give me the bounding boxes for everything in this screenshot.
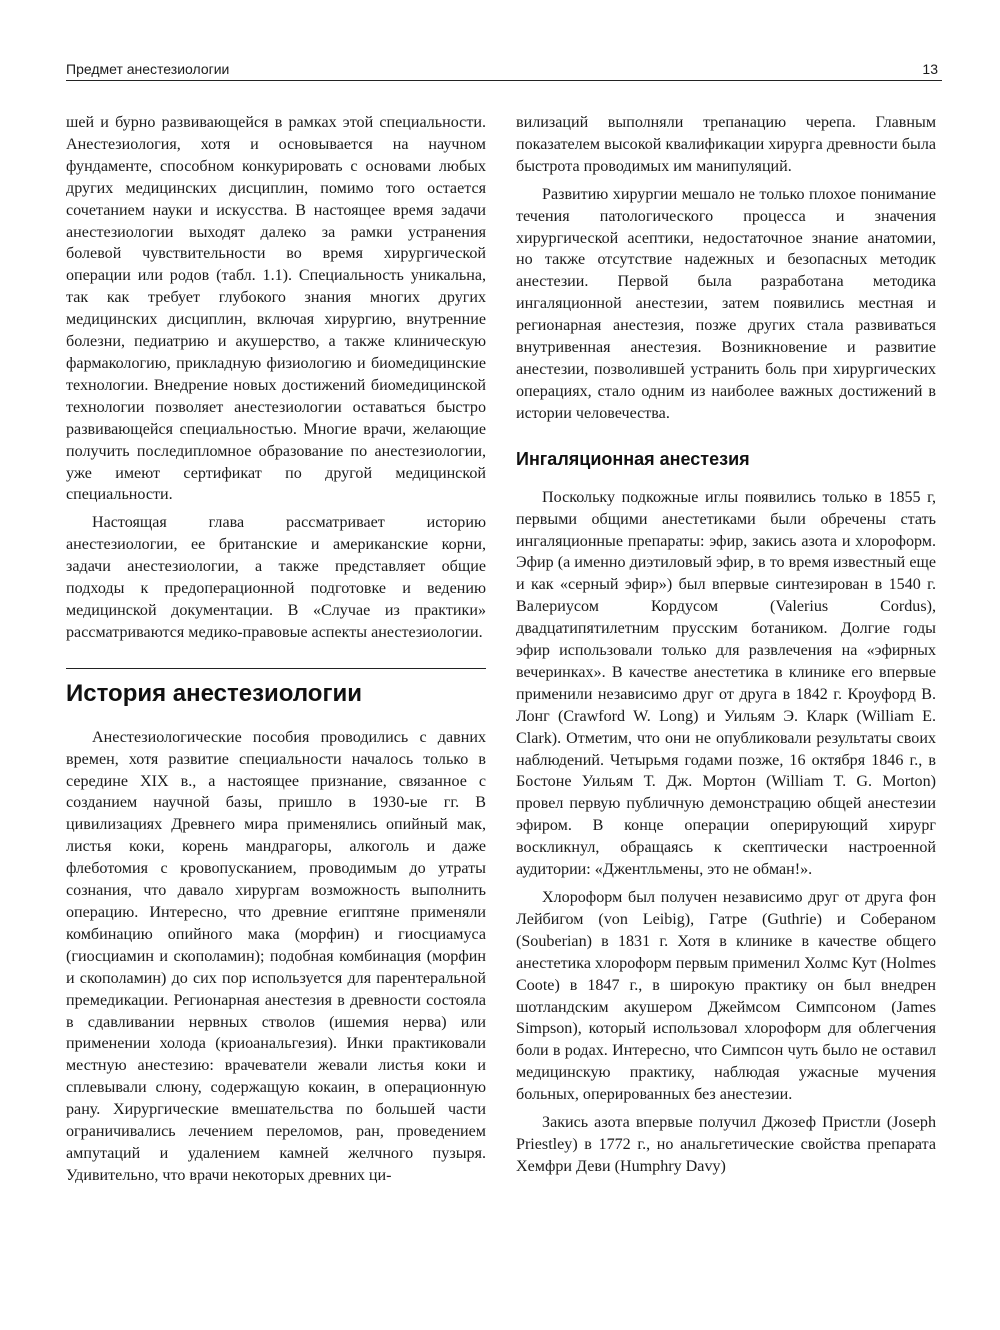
left-column	[66, 112, 486, 1193]
paragraph: Поскольку подкожные иглы появились только в 1855 г, первыми общими анестетиками были обречены стать ингаляционные препараты: эфир, закись азота и хлороформ. Эфир (а именно диэтиловый эфир, в то время известный еще и как «серный эфир») был впервые синтезирован в 1540 г. Валериусом Кордусом (Valerius Cordus), двадцатипятилетним прусским ботаником. Долгие годы эфир использовали только для развлечения на «эфирных вечеринках». В качестве анестетика в клинике его впервые применили независимо друг от друга в 1842 г. Кроуфорд В. Лонг (Crawford W. Long) и Уильям Э. Кларк (William E. Clark). Отметим, что они не опубликовали результаты своих наблюдений. Четырьмя годами позже, 16 октября 1846 г., в Бостоне Уильям Т. Дж. Мортон (William T. G. Morton) провел первую публичную демонстрацию общей анестезии эфиром. В конце операции оперирующий хирург воскликнул, обращаясь к скептически настроенной аудитории: «Джентльмены, это не обман!».	[516, 488, 936, 879]
paragraph: Анестезиологические пособия проводились с давних времен, хотя развитие специальности началось только в середине XIX в., а настоящее признание, связанное с созданием научной базы, пришло в 1930-ые гг. В цивилизациях Древнего мира применялись опийный мак, листья коки, корень мандрагоры, алкоголь и даже флеботомия с кровопусканием, проводимым до утраты сознания, что давало хирургам возможность выполнить операцию. Интересно, что древние египтяне применяли комбинацию опийного мака (морфин) и гиосциамуса (гиосциамин и скополамин); подобная комбинация (морфин и скополамин) до сих пор используется для парентеральной премедикации. Регионарная анестезия в древности состояла в сдавливании нервных стволов (ишемия нерва) или применении холода (криоанальгезия). Инки практиковали местную анестезию: врачеватели жевали листья коки и сплевывали слюну, содержащую кокаин, в операционную рану. Хирургические вмешательства по большей части ограничивались лечением переломов, ран, проведением ампутаций и удалением камней желчного пузыря. Удивительно, что врачи некоторых древних ци-	[66, 728, 486, 1184]
right-column	[516, 112, 936, 1184]
section-heading: История анестезиологии	[66, 679, 362, 707]
page-number: 13	[922, 61, 938, 77]
paragraph: Развитию хирургии мешало не только плохое понимание течения патологического процесса и значения хирургической асептики, недостаточное знание анатомии, но также отсутствие надежных и безопасных методик анестезии. Первой была разработана методика ингаляционной анестезии, затем появились местная и регионарная анестезия, позже других стала развиваться внутривенная анестезия. Возникновение и развитие анестезии, позволившей устранить боль при хирургических операциях, стало одним из наиболее важных достижений в истории человечества.	[516, 185, 936, 422]
subsection-heading: Ингаляционная анестезия	[516, 448, 750, 469]
header-rule	[66, 80, 942, 81]
running-header	[66, 57, 942, 79]
paragraph: Закись азота впервые получил Джозеф Пристли (Joseph Priestley) в 1772 г., но анальгетические свойства препарата Хемфри Деви (Humphry Davy)	[516, 1114, 936, 1175]
paragraph: вилизаций выполняли трепанацию черепа. Главным показателем высокой квалификации хирурга древности была быстрота проводимых им манипуляций.	[516, 114, 936, 175]
paragraph: шей и бурно развивающейся в рамках этой специальности. Анестезиология, хотя и основывается на научном фундаменте, способном конкурировать с основами любых других медицинских дисциплин, помимо того остается сочетанием науки и искусства. В настоящее время задачи анестезиологии выходят далеко за рамки устранения болевой чувствительности во время хирургической операции или родов (табл. 1.1). Специальность уникальна, так как требует глубокого знания многих других медицинских дисциплин, включая хирургию, внутренние болезни, педиатрию и акушерство, а также клиническую фармакологию, прикладную физиологию и биомедицинские технологии. Внедрение новых достижений биомедицинской технологии позволяет анестезиологии оставаться быстро развивающейся специальностью. Многие врачи, желающие получить последипломное образование по анестезиологии, уже имеют сертификат по другой медицинской специальности.	[66, 114, 486, 504]
paragraph: Хлороформ был получен независимо друг от друга фон Лейбигом (von Leibig), Гатре (Guthrie) и Собераном (Souberian) в 1831 г. Хотя в клинике в качестве общего анестетика хлороформ первым применил Холмс Кут (Holmes Coote) в 1847 г., в широкую практику он был внедрен шотландским акушером Джеймсом Симпсоном (James Simpson), который использовал хлороформ для облегчения боли в родах. Интересно, что Симпсон чуть было не оставил медицинскую практику, наблюдая ужасные мучения больных, оперированных без анестезии.	[516, 889, 936, 1104]
running-title: Предмет анестезиологии	[66, 61, 230, 77]
paragraph: Настоящая глава рассматривает историю анестезиологии, ее британские и американские корни, задачи анестезиологии, а также представляет общие подходы к предоперационной подготовке и ведению медицинской документации. В «Случае из практики» рассматриваются медико-правовые аспекты анестезиологии.	[66, 514, 486, 641]
section-rule	[66, 668, 486, 669]
